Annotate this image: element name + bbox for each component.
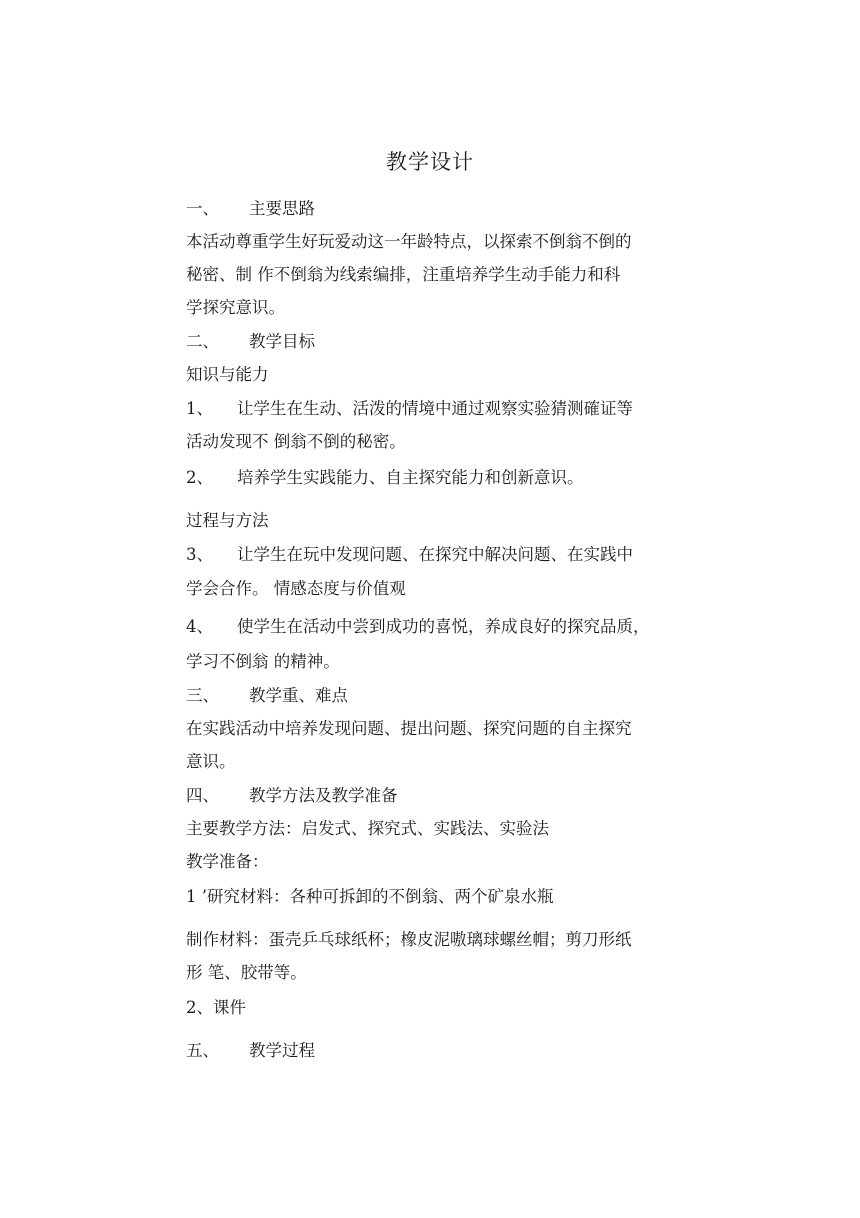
item-text: 让学生在玩中发现问题、在探究中解决问题、在实践中: [237, 545, 633, 564]
list-item-3-continued: 学会合作。 情感态度与价值观: [186, 579, 406, 598]
section-title: 教学过程: [249, 1041, 315, 1060]
item-number: 3、: [186, 545, 213, 564]
item-text: 培养学生实践能力、自主探究能力和创新意识。: [237, 468, 584, 487]
item-number: 1、: [186, 399, 213, 418]
list-item-3: [186, 544, 686, 566]
item-text: 让学生在生动、活泼的情境中通过观察实验猜测確证等: [237, 399, 633, 418]
paragraph-line: 学探究意识。: [186, 298, 285, 317]
document-title: 教学设计: [386, 150, 474, 174]
section-heading-5: [186, 1040, 686, 1062]
paragraph-line: 主要教学方法：启发式、探究式、实践法、实验法: [186, 819, 549, 838]
section-heading-1: [186, 198, 686, 220]
list-item-4-continued: 学习不倒翁 的精神。: [186, 652, 340, 671]
list-item-1: [186, 398, 686, 420]
item-number: 4、: [186, 617, 213, 636]
section-heading-3: [186, 685, 686, 707]
paragraph-line: 1 ’研究材料：各种可拆卸的不倒翁、两个矿泉水瓶: [186, 887, 554, 906]
subheading-process: 过程与方法: [186, 511, 269, 530]
item-number: 2、: [186, 468, 213, 487]
paragraph-line: 秘密、制 作不倒翁为线索编排，注重培养学生动手能力和科: [186, 265, 621, 284]
paragraph-line: 意识。: [186, 752, 236, 771]
section-title: 教学目标: [249, 332, 315, 351]
section-number: 三、: [186, 686, 219, 705]
section-title: 教学方法及教学准备: [249, 786, 398, 805]
section-number: 四、: [186, 786, 219, 805]
section-heading-2: [186, 331, 686, 353]
paragraph-line: 在实践活动中培养发现问题、提出问题、探究问题的自主探究: [186, 719, 632, 738]
list-item-4: [186, 616, 686, 638]
paragraph-line: 2、课件: [186, 998, 246, 1017]
section-heading-4: [186, 785, 686, 807]
paragraph-line: 制作材料：蛋壳乒乓球纸杯；橡皮泥嗷璃球螺丝帽；剪刀形纸: [186, 930, 632, 949]
section-title: 主要思路: [249, 199, 315, 218]
paragraph-line: 教学准备：: [186, 852, 269, 871]
section-number: 二、: [186, 332, 219, 351]
paragraph-line: 形 笔、胶带等。: [186, 963, 307, 982]
section-number: 一、: [186, 199, 219, 218]
paragraph-line: 本活动尊重学生好玩爱动这一年龄特点，以探索不倒翁不倒的: [186, 232, 632, 251]
section-number: 五、: [186, 1041, 219, 1060]
section-title: 教学重、难点: [249, 686, 348, 705]
list-item-1-continued: 活动发现不 倒翁不倒的秘密。: [186, 432, 406, 451]
item-text: 使学生在活动中尝到成功的喜悦，养成良好的探究品质，: [237, 617, 650, 636]
subheading-knowledge: 知识与能力: [186, 365, 269, 384]
list-item-2: [186, 467, 686, 489]
